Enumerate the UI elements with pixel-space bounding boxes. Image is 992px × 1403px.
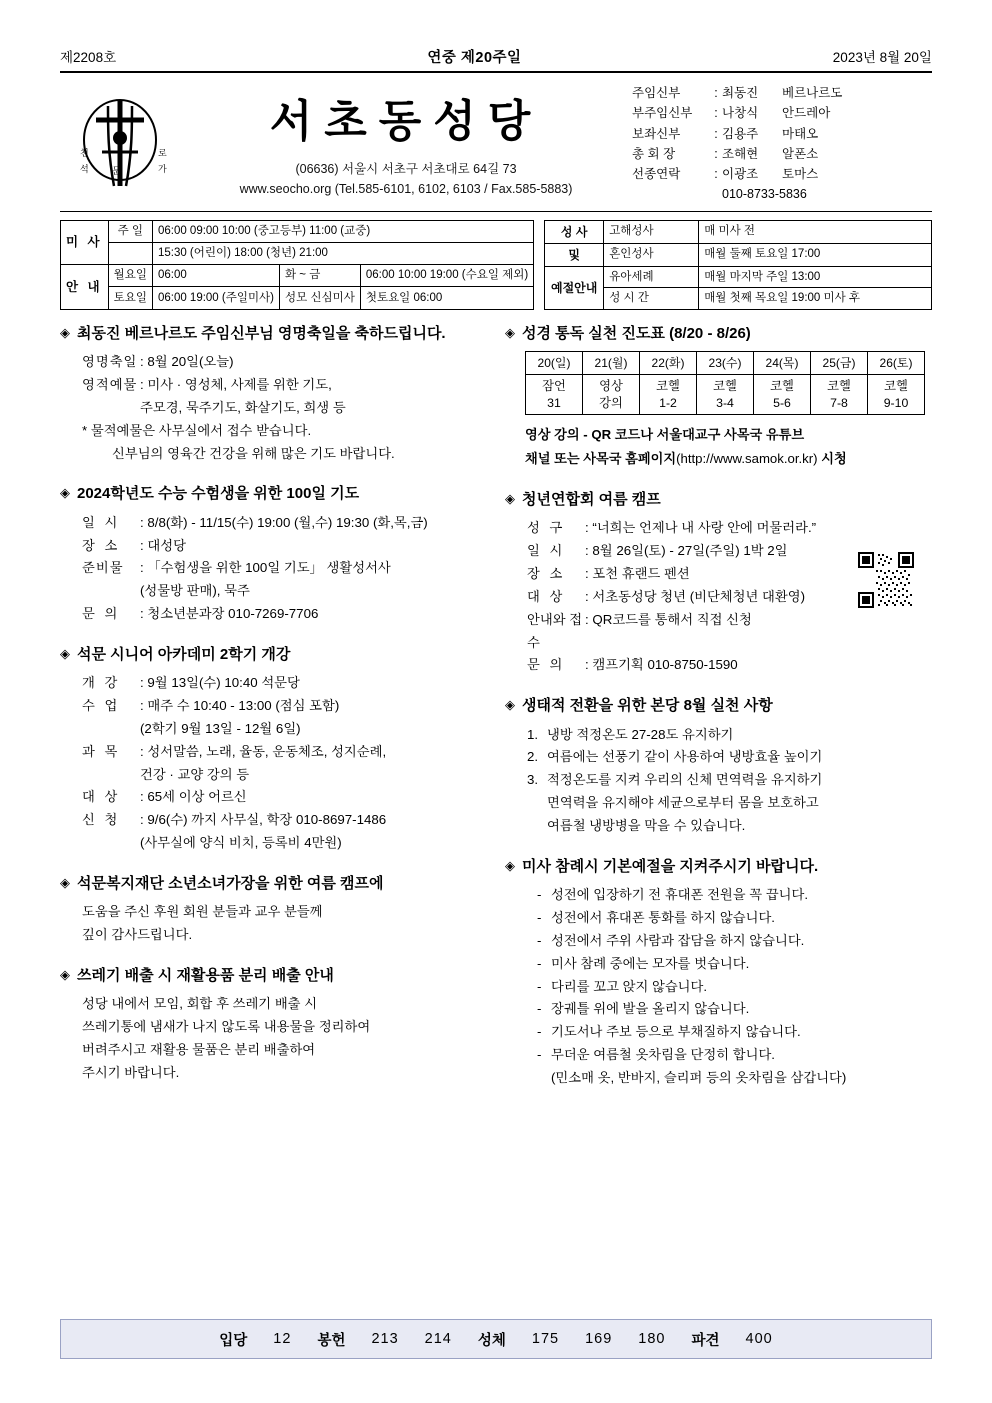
table-row — [545, 266, 932, 288]
detail-value: : 포천 휴랜드 펜션 — [585, 565, 690, 581]
table-row — [545, 220, 932, 243]
item-dash: - — [537, 909, 542, 925]
detail-row — [82, 603, 487, 626]
list-item — [527, 746, 932, 769]
table-row — [545, 288, 932, 310]
bible-date: 21(월) — [583, 352, 640, 375]
detail-value: : 대성당 — [140, 537, 186, 553]
detail-key: 개 강 — [82, 675, 121, 691]
bible-reading — [697, 375, 754, 415]
sacrament-key: 고해성사 — [604, 220, 699, 243]
bible-date: 26(토) — [868, 352, 925, 375]
detail-key: 준비물 — [82, 560, 124, 576]
detail-key: 신 청 — [82, 812, 121, 828]
detail-continuation: 건강 · 교양 강의 등 — [140, 766, 250, 782]
detail-row — [527, 517, 932, 540]
masthead-title-box — [180, 79, 632, 205]
right-column — [505, 324, 932, 1109]
staff-row — [632, 164, 932, 184]
notice-heading — [60, 484, 487, 504]
item-dash: - — [537, 955, 542, 971]
bible-reading — [754, 375, 811, 415]
masthead — [60, 71, 932, 212]
detail-row — [82, 374, 487, 397]
notice-youth-camp — [505, 490, 932, 677]
detail-row — [82, 535, 487, 558]
detail-key: 장 소 — [82, 537, 121, 553]
notice-heading — [60, 966, 487, 986]
svg-text:로: 로 — [158, 148, 167, 159]
mass-times: 15:30 (어린이) 18:00 (청년) 21:00 — [152, 242, 533, 264]
diamond-icon: ◈ — [60, 645, 70, 661]
bible-reading — [868, 375, 925, 415]
diamond-icon: ◈ — [505, 697, 515, 713]
bible-date: 20(일) — [526, 352, 583, 375]
bible-reading — [640, 375, 697, 415]
bible-book: 잠언 — [542, 379, 566, 394]
notice-title: 청년연합회 여름 캠프 — [522, 491, 661, 508]
staff-colon: : — [714, 106, 718, 121]
bible-reading — [526, 375, 583, 415]
staff-role: 총 회 장 — [632, 146, 676, 161]
bible-note-line2 — [525, 447, 932, 471]
staff-phone: 010-8733-5836 — [722, 187, 807, 202]
detail-row — [82, 512, 487, 535]
detail-value: : 65세 이상 어르신 — [140, 789, 247, 805]
notice-senior-academy — [60, 645, 487, 855]
detail-value: : 「수험생을 위한 100일 기도」 생활성서사 — [140, 560, 391, 576]
list-item — [537, 1021, 932, 1044]
item-dash: - — [537, 1047, 542, 1063]
hymn-number: 12 — [273, 1331, 292, 1347]
notice-heading — [60, 324, 487, 344]
detail-value: : 캠프기획 010-8750-1590 — [585, 657, 738, 673]
bible-note-channel: 채널 또는 사목국 홈페이지 — [525, 451, 677, 467]
detail-value: : “너희는 언제나 내 사랑 안에 머물러라.” — [585, 520, 817, 536]
item-text: 여름철 냉방병을 막을 수 있습니다. — [547, 817, 746, 833]
issue-number: 제2208호 — [60, 50, 117, 65]
left-column — [60, 324, 487, 1109]
detail-value: : 8월 26일(토) - 27일(주일) 1박 2일 — [585, 543, 788, 559]
table-row — [61, 265, 534, 287]
church-address: (06636) 서울시 서초구 서초대로 64길 73 — [295, 162, 517, 176]
detail-row — [82, 741, 487, 764]
staff-name: 나창식 — [722, 106, 759, 121]
item-number: 1. — [527, 726, 539, 742]
detail-key: 성 구 — [527, 520, 566, 536]
item-dash — [537, 1067, 551, 1090]
detail-continuation: (사무실에 양식 비치, 등록비 4만원) — [140, 835, 342, 851]
staff-baptismal: 알폰소 — [782, 146, 819, 161]
table-row — [526, 352, 925, 375]
top-line — [60, 46, 932, 67]
sacrament-key: 혼인성사 — [604, 243, 699, 266]
detail-row — [527, 654, 932, 677]
svg-text:석: 석 — [80, 164, 89, 175]
svg-text:문: 문 — [112, 166, 121, 177]
qr-code-icon[interactable] — [858, 552, 914, 608]
bible-note-watch: 시청 — [821, 451, 847, 467]
item-number: 3. — [527, 772, 539, 788]
list-item — [527, 769, 932, 792]
bible-date: 22(화) — [640, 352, 697, 375]
bible-book: 코헬 — [827, 379, 851, 394]
bible-chapter: 31 — [547, 395, 561, 410]
item-text: 여름에는 선풍기 같이 사용하여 냉방효율 높이기 — [547, 749, 823, 765]
item-text: 미사 참례 중에는 모자를 벗습니다. — [551, 955, 750, 971]
detail-row — [82, 557, 487, 580]
mass-day: 토요일 — [108, 287, 152, 309]
detail-value: : 8월 20일(오늘) — [140, 354, 234, 370]
detail-continuation: 주모경, 묵주기도, 화살기도, 희생 등 — [140, 399, 346, 415]
publish-date: 2023년 8월 20일 — [832, 50, 932, 65]
detail-key: 수 업 — [82, 698, 121, 714]
detail-value: : 서초동성당 청년 (비단체청년 대환영) — [585, 588, 805, 604]
sacrament-title-3: 예절안내 — [545, 266, 604, 309]
item-text: 성전에서 주위 사람과 잡담을 하지 않습니다. — [551, 932, 805, 948]
staff-row — [632, 103, 932, 123]
item-text: 무더운 여름철 옷차림을 단정히 합니다. — [551, 1047, 775, 1063]
diamond-icon: ◈ — [60, 875, 70, 891]
notice-pastor-feast — [60, 324, 487, 466]
list-item — [537, 998, 932, 1021]
mass-special: 성모 신심미사 — [280, 287, 361, 309]
notice-bible-reading — [505, 324, 932, 471]
bible-chapter: 1-2 — [659, 395, 677, 410]
mass-times: 06:00 10:00 19:00 (수요일 제외) — [360, 265, 533, 287]
staff-colon: : — [714, 167, 718, 181]
detail-key: 영명축일 — [82, 354, 138, 370]
notice-title: 2024학년도 수능 수험생을 위한 100일 기도 — [77, 485, 360, 503]
table-row — [61, 220, 534, 242]
svg-text:천: 천 — [80, 148, 89, 159]
table-row — [545, 243, 932, 266]
body-line: 도움을 주신 후원 회원 분들과 교우 분들께 — [82, 904, 323, 920]
staff-role: 주임신부 — [632, 86, 681, 100]
detail-continuation: (2학기 9월 13일 - 12월 6일) — [140, 720, 301, 736]
body-line: 쓰레기통에 냄새가 나지 않도록 내용물을 정리하여 — [82, 1019, 371, 1035]
item-text: 면역력을 유지해야 세균으로부터 몸을 보호하고 — [547, 795, 819, 811]
detail-note: * 물적예물은 사무실에서 접수 받습니다. — [82, 422, 312, 438]
hymn-label-offertory: 봉헌 — [317, 1332, 346, 1349]
item-dash: - — [537, 1024, 542, 1040]
staff-colon: : — [714, 126, 718, 141]
notice-body — [505, 724, 932, 838]
detail-value: : 매주 수 10:40 - 13:00 (점심 포함) — [140, 698, 340, 714]
list-item — [527, 815, 932, 838]
bible-date: 25(금) — [811, 352, 868, 375]
item-dash: - — [537, 887, 542, 903]
list-item — [537, 930, 932, 953]
notice-heading — [505, 324, 932, 344]
notice-title: 최동진 베르나르도 주임신부님 영명축일을 축하드립니다. — [77, 324, 446, 342]
bible-chapter: 9-10 — [883, 395, 909, 410]
hymn-numbers-bar — [60, 1319, 932, 1359]
item-dash: - — [537, 1001, 542, 1017]
info-tables — [60, 220, 932, 310]
mass-times: 첫토요일 06:00 — [360, 287, 533, 309]
bible-progress-table — [525, 351, 925, 415]
notice-body — [505, 884, 932, 1090]
item-text: (민소매 옷, 반바지, 슬리퍼 등의 옷차림을 삼갑니다) — [551, 1069, 847, 1085]
notice-camp-thanks — [60, 874, 487, 947]
notice-mass-etiquette — [505, 857, 932, 1090]
mass-title-1: 미 사 — [61, 220, 109, 265]
staff-list — [632, 79, 932, 205]
body-line: 버려주시고 재활용 물품은 분리 배출하여 — [82, 1042, 316, 1057]
item-text: 다리를 꼬고 앉지 않습니다. — [551, 978, 708, 994]
bible-date: 24(목) — [754, 352, 811, 375]
staff-colon: : — [714, 86, 718, 100]
item-number — [527, 815, 547, 838]
sacrament-key: 성 시 간 — [604, 288, 699, 310]
notice-title: 미사 참례시 기본예절을 지켜주시기 바랍니다. — [522, 857, 819, 875]
staff-baptismal: 토마스 — [782, 167, 819, 181]
staff-role: 부주임신부 — [632, 106, 693, 121]
church-contact: www.seocho.org (Tel.585-6101, 6102, 6103 / Fax.585-5883) — [239, 182, 573, 196]
notice-recycling — [60, 966, 487, 1085]
item-text: 적정온도를 지켜 우리의 신체 면역력을 유지하기 — [547, 772, 823, 788]
bible-book: 코헬 — [656, 379, 680, 394]
notice-body — [60, 901, 487, 947]
diamond-icon: ◈ — [60, 967, 70, 983]
diamond-icon: ◈ — [60, 324, 70, 340]
staff-name: 최동진 — [722, 86, 759, 100]
detail-value: : 미사 · 영성체, 사제를 위한 기도, — [140, 376, 332, 392]
staff-row — [632, 144, 932, 164]
item-number: 2. — [527, 749, 539, 765]
detail-key: 일 시 — [82, 514, 121, 530]
staff-role: 보좌신부 — [632, 126, 681, 141]
notice-title: 석문복지재단 소년소녀가장을 위한 여름 캠프에 — [77, 875, 384, 893]
list-item — [537, 976, 932, 999]
sacrament-value: 매 미사 전 — [699, 220, 932, 243]
mass-schedule-table — [60, 220, 534, 310]
hymn-label-recessional: 파견 — [691, 1332, 720, 1349]
notice-body — [60, 351, 487, 465]
body-line: 깊이 감사드립니다. — [82, 927, 193, 943]
detail-row — [527, 609, 932, 655]
detail-row — [82, 809, 487, 832]
bible-book: 코헬 — [713, 379, 737, 394]
item-dash: - — [537, 932, 542, 948]
staff-row — [632, 83, 932, 103]
sacrament-title-2: 및 — [545, 243, 604, 266]
list-item — [537, 884, 932, 907]
item-dash: - — [537, 978, 542, 994]
staff-colon: : — [714, 146, 718, 161]
item-text: 냉방 적정온도 27-28도 유지하기 — [547, 726, 734, 742]
detail-value: : 8/8(화) - 11/15(수) 19:00 (월,수) 19:30 (화,목,금) — [140, 514, 428, 530]
mass-times: 06:00 19:00 (주일미사) — [152, 287, 279, 309]
mass-times: 06:00 — [152, 265, 279, 287]
detail-key: 대 상 — [82, 789, 121, 805]
diamond-icon: ◈ — [505, 857, 515, 873]
detail-key: 장 소 — [527, 565, 566, 581]
diamond-icon: ◈ — [60, 485, 70, 501]
list-item — [527, 792, 932, 815]
detail-continuation: (성물방 판매), 묵주 — [140, 583, 250, 599]
sacrament-value: 매월 첫째 목요일 19:00 미사 후 — [699, 288, 932, 310]
bible-note-line1: 영상 강의 - QR 코드나 서울대교구 사목국 유튜브 — [525, 427, 805, 443]
diamond-icon: ◈ — [505, 491, 515, 506]
sacrament-key: 유아세례 — [604, 266, 699, 288]
staff-name: 이광조 — [722, 167, 759, 181]
detail-key: 과 목 — [82, 743, 121, 759]
liturgical-season: 연중 제20주일 — [427, 50, 522, 66]
detail-key: 일 시 — [527, 543, 566, 559]
church-name: 서초동성당 — [269, 96, 543, 147]
detail-row — [82, 695, 487, 718]
body-line: 성당 내에서 모임, 회합 후 쓰레기 배출 시 — [82, 996, 318, 1012]
staff-baptismal: 마태오 — [782, 126, 819, 141]
notice-title: 성경 통독 실천 진도표 (8/20 - 8/26) — [522, 324, 751, 342]
table-row — [61, 287, 534, 309]
mass-day-range: 화 ~ 금 — [280, 265, 361, 287]
staff-name: 김용주 — [722, 126, 759, 141]
mass-day: 월요일 — [108, 265, 152, 287]
list-item — [537, 907, 932, 930]
sacrament-value: 매월 둘째 토요일 17:00 — [699, 243, 932, 266]
notice-eco-practice — [505, 696, 932, 838]
notice-title: 생태적 전환을 위한 본당 8월 실천 사항 — [522, 697, 773, 715]
detail-key: 영적예물 — [82, 376, 138, 392]
bible-reading — [811, 375, 868, 415]
bible-note-url: (http://www.samok.or.kr) — [676, 451, 818, 467]
staff-baptismal: 안드레아 — [782, 106, 831, 121]
diamond-icon: ◈ — [505, 324, 515, 340]
notice-heading — [505, 696, 932, 716]
notice-body — [60, 672, 487, 855]
sacrament-table — [544, 220, 932, 310]
staff-baptismal: 베르나르도 — [782, 86, 843, 100]
notice-body — [60, 993, 487, 1084]
bible-book: 영상 — [599, 379, 623, 394]
item-number — [527, 792, 547, 815]
table-row — [526, 375, 925, 415]
mass-title-2: 안 내 — [61, 265, 109, 310]
sacrament-value: 매월 마지막 주일 13:00 — [699, 266, 932, 288]
bible-date: 23(수) — [697, 352, 754, 375]
detail-value: : 성서말씀, 노래, 율동, 운동체조, 성지순례, — [140, 743, 387, 759]
bible-chapter: 강의 — [599, 395, 623, 410]
hymn-number: 400 — [745, 1331, 773, 1347]
notice-title: 석문 시니어 아카데미 2학기 개강 — [77, 645, 291, 663]
cross-logo-icon — [66, 94, 174, 190]
detail-row — [82, 786, 487, 809]
list-item — [537, 1044, 932, 1067]
notice-body — [60, 512, 487, 626]
detail-value: : 9월 13일(수) 10:40 석문당 — [140, 675, 300, 691]
mass-times: 06:00 09:00 10:00 (중고등부) 11:00 (교중) — [152, 220, 533, 242]
detail-key: 안내와 접수 — [527, 611, 583, 650]
detail-key: 문 의 — [527, 657, 566, 673]
bible-chapter: 3-4 — [716, 395, 734, 410]
item-text: 성전에 입장하기 전 휴대폰 전원을 꼭 끕니다. — [551, 887, 809, 903]
body-line: 주시기 바랍니다. — [82, 1064, 180, 1080]
qr-code[interactable] — [858, 552, 914, 608]
church-logo — [60, 79, 180, 205]
detail-note: 신부님의 영육간 건강을 위해 많은 기도 바랍니다. — [112, 445, 395, 461]
bulletin-content — [60, 324, 932, 1109]
table-row — [61, 242, 534, 264]
hymn-number: 175 — [531, 1331, 560, 1347]
notice-heading — [60, 645, 487, 665]
bible-chapter: 7-8 — [830, 395, 848, 410]
item-text: 성전에서 휴대폰 통화를 하지 않습니다. — [551, 909, 775, 925]
staff-name: 조해현 — [722, 146, 759, 161]
svg-text:가: 가 — [158, 164, 167, 175]
mass-day-empty — [108, 242, 152, 264]
notice-title: 쓰레기 배출 시 재활용품 분리 배출 안내 — [77, 967, 334, 985]
detail-value: : 청소년분과장 010-7269-7706 — [140, 606, 319, 622]
item-text: 기도서나 주보 등으로 부채질하지 않습니다. — [551, 1024, 801, 1040]
hymn-number: 169 — [585, 1331, 613, 1347]
detail-value: : 9/6(수) 까지 사무실, 학장 010-8697-1486 — [140, 812, 387, 828]
detail-value: : QR코드를 통해서 직접 신청 — [585, 611, 752, 627]
notice-exam-prayer — [60, 484, 487, 626]
detail-row — [82, 351, 487, 374]
hymn-number: 180 — [638, 1331, 666, 1347]
notice-heading — [60, 874, 487, 894]
mass-day: 주 일 — [108, 220, 152, 242]
item-text: 장궤틀 위에 발을 올리지 않습니다. — [551, 1001, 750, 1017]
list-item — [537, 953, 932, 976]
list-item — [527, 724, 932, 747]
detail-row — [82, 672, 487, 695]
staff-row — [632, 124, 932, 144]
notice-heading — [505, 857, 932, 877]
bible-book: 코헬 — [770, 379, 794, 394]
hymn-number: 213 — [371, 1331, 399, 1347]
bible-chapter: 5-6 — [773, 395, 791, 410]
list-item — [537, 1067, 932, 1090]
detail-key: 문 의 — [82, 606, 121, 622]
bible-note — [505, 423, 932, 471]
sacrament-title-1: 성 사 — [545, 220, 604, 243]
hymn-label-entrance: 입당 — [219, 1332, 248, 1349]
bible-book: 코헬 — [884, 379, 908, 394]
detail-key: 대 상 — [527, 588, 566, 604]
staff-role: 선종연락 — [632, 167, 681, 181]
hymn-number: 214 — [424, 1331, 452, 1347]
notice-heading — [505, 490, 932, 510]
hymn-label-communion: 성체 — [477, 1332, 506, 1349]
bible-reading — [583, 375, 640, 415]
